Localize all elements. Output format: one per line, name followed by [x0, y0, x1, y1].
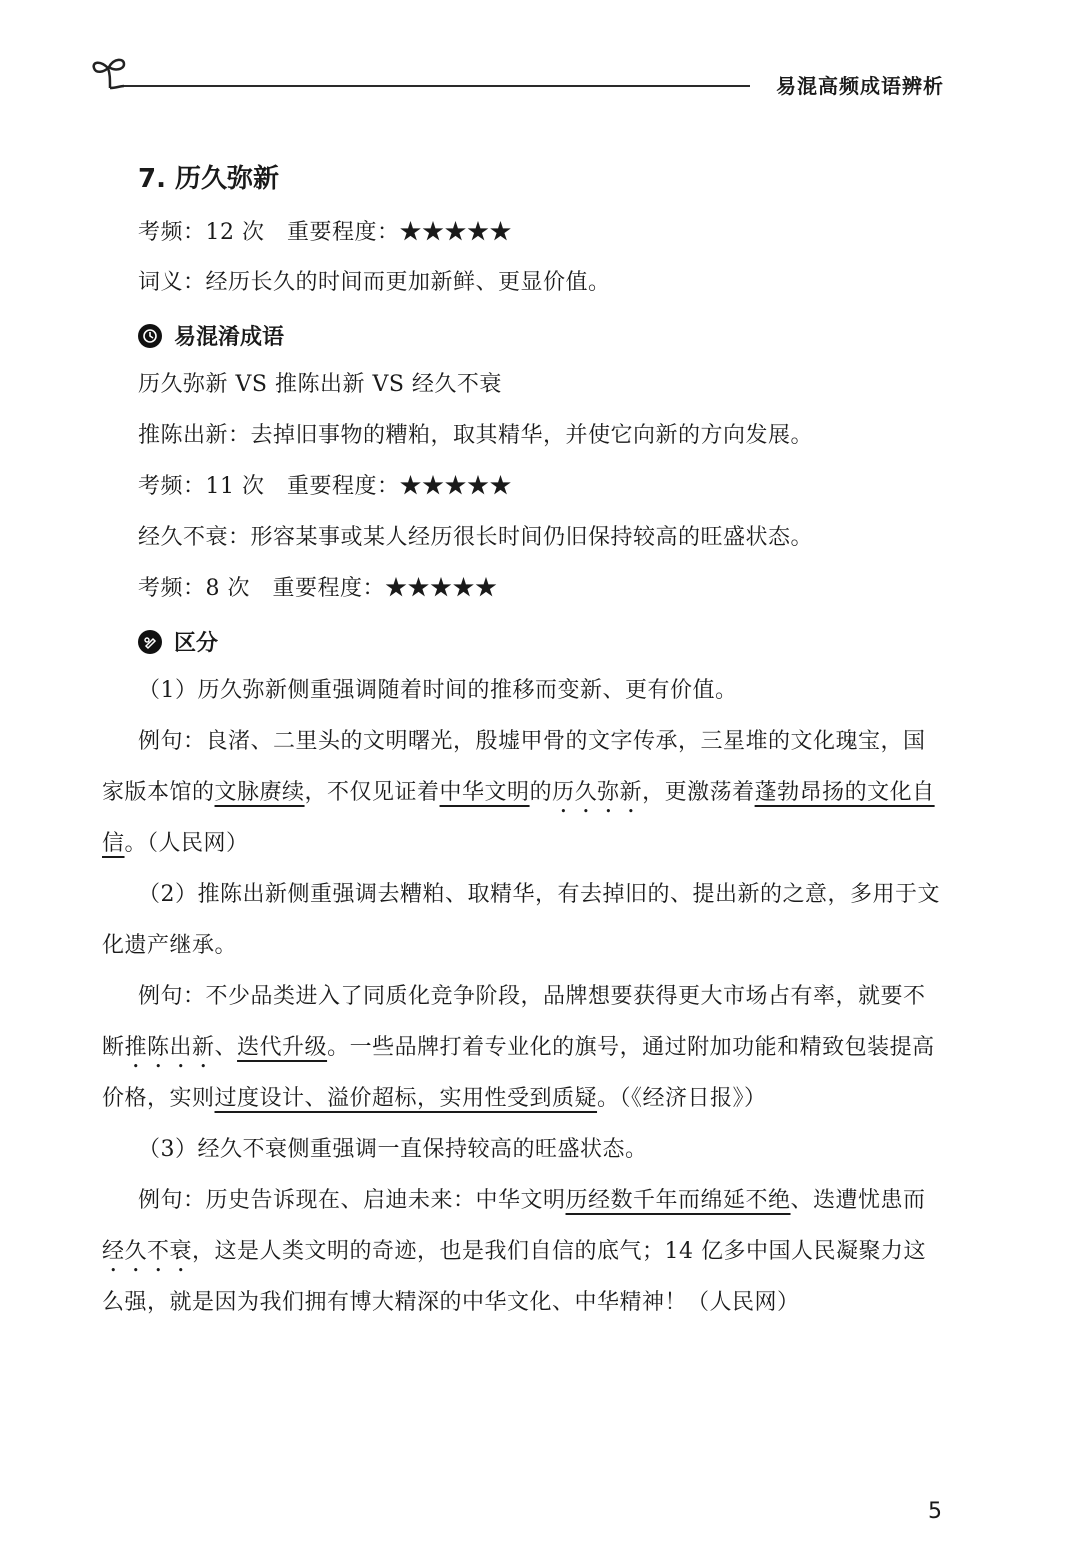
- entry-meaning: 词义：经历长久的时间而更加新鲜、更显价值。: [138, 270, 611, 295]
- example-3-line-1: 例句：历史告诉现在、启迪未来：中华文明历经数千年而绵延不绝、迭遭忧患而: [138, 1188, 926, 1213]
- compare-line: 历久弥新 VS 推陈出新 VS 经久不衰: [138, 372, 502, 397]
- example-1-line-2: 家版本馆的文脉赓续，不仅见证着中华文明的历久弥新，更激荡着蓬勃昂扬的文化自: [102, 780, 935, 805]
- example-1-line-1: 例句：良渚、二里头的文明曙光，殷墟甲骨的文字传承，三星堆的文化瑰宝，国: [138, 729, 926, 754]
- example-2-line-2: 断推陈出新、迭代升级。一些品牌打着专业化的旗号，通过附加功能和精致包装提高: [102, 1035, 935, 1060]
- distinguish-heading-text: 区分: [174, 631, 219, 656]
- example-3-line-2: 经久不衰，这是人类文明的奇迹，也是我们自信的底气；14 亿多中国人民凝聚力这: [102, 1239, 927, 1264]
- confusable-heading: [138, 320, 284, 351]
- example-2-line-3: 价格，实则过度设计、溢价超标，实用性受到质疑。（《经济日报》）: [102, 1086, 767, 1111]
- point-1: （1）历久弥新侧重强调随着时间的推移而变新、更有价值。: [138, 678, 738, 703]
- confusable-heading-text: 易混淆成语: [174, 325, 285, 350]
- item1-definition: 推陈出新：去掉旧事物的糟粕，取其精华，并使它向新的方向发展。: [138, 423, 814, 448]
- distinguish-heading: [138, 626, 218, 657]
- emphasized-idiom: 历久弥新: [552, 780, 643, 805]
- point-3: （3）经久不衰侧重强调一直保持较高的旺盛状态。: [138, 1137, 648, 1162]
- underlined-phrase: 历经数千年而绵延不绝: [565, 1188, 791, 1213]
- underlined-phrase: 蓬勃昂扬的文化自: [754, 780, 935, 805]
- example-2-line-1: 例句：不少品类进入了同质化竞争阶段，品牌想要获得更大市场占有率，就要不: [138, 984, 926, 1009]
- underlined-phrase: 中华文明: [439, 780, 530, 805]
- pencil-icon: [138, 630, 162, 654]
- entry-title: 7. 历久弥新: [138, 164, 280, 194]
- header-rule: [124, 85, 750, 87]
- underlined-phrase: 文脉赓续: [214, 780, 305, 805]
- example-1-line-3: 信。（人民网）: [102, 831, 249, 856]
- running-title: 易混高频成语辨析: [776, 74, 944, 98]
- item2-definition: 经久不衰：形容某事或某人经历很长时间仍旧保持较高的旺盛状态。: [138, 525, 814, 550]
- item2-frequency: 考频：8 次 重要程度：★★★★★: [138, 576, 498, 601]
- entry-frequency: 考频：12 次 重要程度：★★★★★: [138, 220, 512, 245]
- underlined-phrase: 信: [102, 831, 125, 856]
- point-2-line-2: 化遗产继承。: [102, 933, 238, 958]
- emphasized-idiom: 推陈出新: [124, 1035, 215, 1060]
- page-number: 5: [928, 1499, 942, 1524]
- emphasized-idiom: 经久不衰: [102, 1239, 193, 1264]
- example-3-line-3: 么强，就是因为我们拥有博大精深的中华文化、中华精神！（人民网）: [102, 1290, 800, 1315]
- underlined-phrase: 迭代升级: [237, 1035, 328, 1060]
- point-2-line-1: （2）推陈出新侧重强调去糟粕、取精华，有去掉旧的、提出新的之意，多用于文: [138, 882, 940, 907]
- clock-icon: [138, 324, 162, 348]
- underlined-phrase: 过度设计、溢价超标，实用性受到质疑: [214, 1086, 598, 1111]
- item1-frequency: 考频：11 次 重要程度：★★★★★: [138, 474, 512, 499]
